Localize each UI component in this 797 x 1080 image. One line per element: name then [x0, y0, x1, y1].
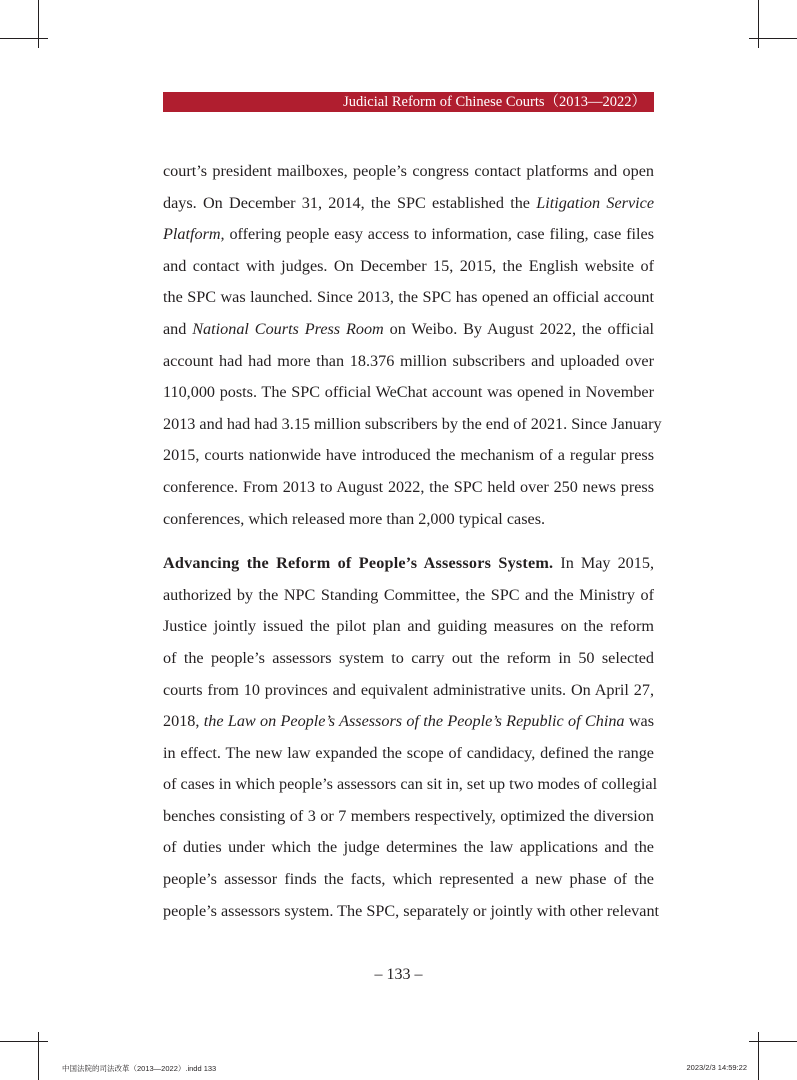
text-line: people’s assessor finds the facts, which represented a new phase of the [163, 870, 654, 889]
text-line: Advancing the Reform of People’s Assessors System. In May 2015, [163, 554, 654, 573]
text-line: benches consisting of 3 or 7 members respectively, optimized the diversion [163, 806, 654, 825]
text-line: court’s president mailboxes, people’s congress contact platforms and open [163, 162, 654, 180]
crop-mark [38, 1032, 39, 1080]
text-line: the SPC was launched. Since 2013, the SPC has opened an official account [163, 288, 654, 307]
crop-mark [749, 1041, 797, 1042]
crop-mark [38, 0, 39, 48]
text-line: authorized by the NPC Standing Committee, the SPC and the Ministry of [163, 585, 654, 604]
paragraph [163, 156, 662, 535]
text-line: of the people’s assessors system to carry out the reform in 50 selected [163, 648, 654, 667]
text-line: of duties under which the judge determines the law applications and the [163, 838, 654, 857]
text-line: Justice jointly issued the pilot plan and guiding measures on the reform [163, 617, 654, 636]
italic-title: Platform, [163, 225, 225, 244]
text-line: in effect. The new law expanded the scope of candidacy, defined the range [163, 743, 654, 762]
text-line: 2013 and had had 3.15 million subscribers by the end of 2021. Since January [163, 414, 662, 433]
italic-title: Litigation Service [536, 193, 654, 212]
text-line: and National Courts Press Room on Weibo. By August 2022, the official [163, 319, 654, 338]
text-line: 2015, courts nationwide have introduced the mechanism of a regular press [163, 446, 654, 465]
file-slug: 中国法院的司法改革（2013—2022）.indd 133 [62, 1064, 217, 1073]
section-heading: Advancing the Reform of People’s Assessors System. [163, 554, 554, 573]
text-line: conferences, which released more than 2,000 typical cases. [163, 509, 546, 528]
italic-title: the Law on People’s Assessors of the People’s Republic of China [203, 712, 625, 731]
page-number: – 133 – [374, 966, 423, 983]
text-line: people’s assessors system. The SPC, separately or jointly with other relevant [163, 901, 660, 920]
paragraph [163, 548, 660, 927]
timestamp-slug: 2023/2/3 14:59:22 [686, 1063, 747, 1072]
crop-mark [758, 1032, 759, 1080]
paragraph-gap [163, 535, 654, 548]
crop-mark [0, 38, 48, 39]
text-line: conference. From 2013 to August 2022, the SPC held over 250 news press [163, 477, 654, 496]
text-line: 110,000 posts. The SPC official WeChat account was opened in November [163, 383, 654, 402]
crop-mark [758, 0, 759, 48]
body-text [163, 156, 662, 927]
text-line: account had had more than 18.376 million subscribers and uploaded over [163, 351, 654, 370]
italic-title: National Courts Press Room [192, 319, 384, 338]
crop-mark [0, 1041, 48, 1042]
text-line: Platform, offering people easy access to information, case filing, case files [163, 225, 654, 244]
text-line: courts from 10 provinces and equivalent administrative units. On April 27, [163, 680, 654, 699]
text-line: 2018, the Law on People’s Assessors of the People’s Republic of China was [163, 712, 654, 731]
text-line: days. On December 31, 2014, the SPC established the Litigation Service [163, 193, 654, 212]
crop-mark [749, 38, 797, 39]
running-header [163, 92, 654, 112]
text-line: and contact with judges. On December 15, 2015, the English website of [163, 256, 654, 275]
text-line: of cases in which people’s assessors can sit in, set up two modes of collegial [163, 775, 658, 794]
running-header-title: Judicial Reform of Chinese Courts（2013—2022） [343, 94, 646, 110]
